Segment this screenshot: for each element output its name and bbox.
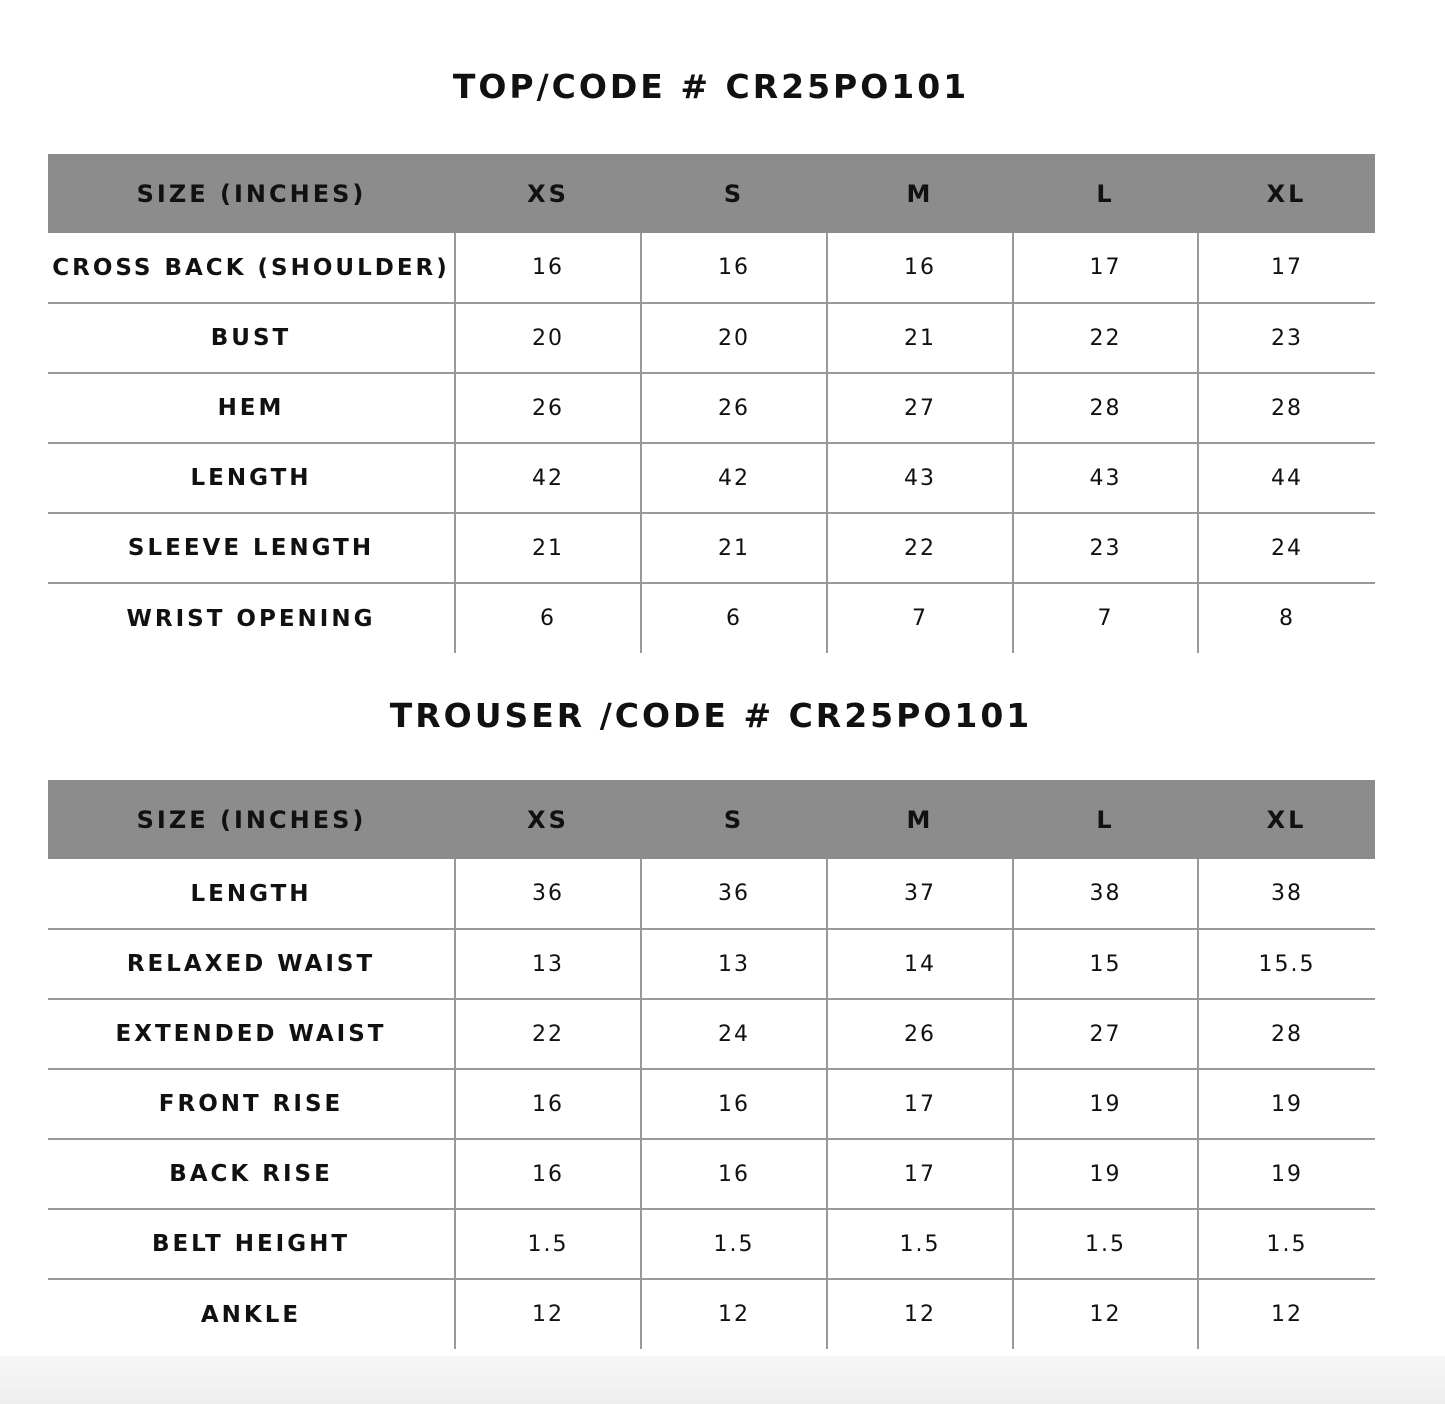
- size-xs-header: XS: [527, 805, 569, 834]
- measurement-value-s: 20: [641, 303, 827, 373]
- measurement-label: ANKLE: [200, 1301, 302, 1328]
- measurement-value-l: 12: [1013, 1279, 1198, 1349]
- measurement-value-s: 6: [641, 583, 827, 653]
- measurement-value-xl: 15.5: [1198, 929, 1375, 999]
- measurement-value-m: 43: [827, 443, 1013, 513]
- table-row: [48, 929, 1375, 999]
- measurement-label: LENGTH: [48, 859, 455, 929]
- size-xs-header: XS: [527, 179, 569, 208]
- trouser-size-table: [48, 780, 1375, 1349]
- size-s-header: S: [723, 805, 745, 834]
- measurement-value-xl: 38: [1198, 859, 1375, 929]
- size-l-header: L: [1096, 179, 1115, 208]
- measurement-value-xl: 28: [1198, 999, 1375, 1069]
- measurement-value-xs: 22: [455, 999, 641, 1069]
- size-inches-header: SIZE (INCHES): [136, 179, 367, 208]
- table-row: [48, 859, 1375, 929]
- measurement-label: SLEEVE LENGTH: [48, 513, 455, 583]
- measurement-value-xl: 28: [1198, 373, 1375, 443]
- measurement-value-xl: 17: [1198, 233, 1375, 303]
- measurement-value-xs: 20: [455, 303, 641, 373]
- measurement-value-l: 27: [1013, 999, 1198, 1069]
- measurement-value-m: 27: [827, 373, 1013, 443]
- table-row: [48, 513, 1375, 583]
- table-row: [48, 233, 1375, 303]
- table-row: [48, 1209, 1375, 1279]
- measurement-value-s: 26: [641, 373, 827, 443]
- measurement-value-m: 17: [827, 1139, 1013, 1209]
- measurement-label: BUST: [48, 303, 455, 373]
- size-l-header: L: [1096, 805, 1115, 834]
- measurement-label: BELT HEIGHT: [48, 1209, 455, 1279]
- measurement-value-xs: 42: [455, 443, 641, 513]
- top-size-chart-title: TOP/CODE # CR25PO101: [452, 67, 970, 106]
- measurement-value-xs: 16: [455, 233, 641, 303]
- measurement-value-xl: 19: [1198, 1069, 1375, 1139]
- measurement-value-m: 17: [827, 1069, 1013, 1139]
- measurement-label: HEM: [48, 373, 455, 443]
- measurement-value-m: 7: [827, 583, 1013, 653]
- measurement-value-m: 1.5: [827, 1209, 1013, 1279]
- measurement-value-xl: 44: [1198, 443, 1375, 513]
- measurement-value-xl: 8: [1198, 583, 1375, 653]
- size-xl-header: XL: [1266, 179, 1307, 208]
- size-m-header: M: [906, 179, 934, 208]
- measurement-value-l: 28: [1013, 373, 1198, 443]
- measurement-value-xs: 21: [455, 513, 641, 583]
- measurement-value-l: 17: [1013, 233, 1198, 303]
- measurement-value-s: 36: [641, 859, 827, 929]
- measurement-value-xl: 24: [1198, 513, 1375, 583]
- table-row: [48, 1069, 1375, 1139]
- table-row: [48, 1139, 1375, 1209]
- page-bottom-edge: [0, 1356, 1445, 1404]
- measurement-value-l: 1.5: [1013, 1209, 1198, 1279]
- measurement-value-s: 16: [641, 233, 827, 303]
- measurement-value-m: 12: [827, 1279, 1013, 1349]
- measurement-value-s: 21: [641, 513, 827, 583]
- measurement-value-l: 7: [1013, 583, 1198, 653]
- top-size-table: [48, 154, 1375, 653]
- measurement-label: CROSS BACK (SHOULDER): [48, 233, 455, 303]
- table-row: [48, 303, 1375, 373]
- table-header-row: [48, 154, 1375, 233]
- measurement-value-l: 22: [1013, 303, 1198, 373]
- measurement-value-xs: 13: [455, 929, 641, 999]
- table-row: [48, 373, 1375, 443]
- measurement-value-l: 23: [1013, 513, 1198, 583]
- size-s-header: S: [723, 179, 745, 208]
- size-m-header: M: [906, 805, 934, 834]
- table-row: [48, 583, 1375, 653]
- measurement-value-m: 21: [827, 303, 1013, 373]
- measurement-value-s: 16: [641, 1069, 827, 1139]
- measurement-value-m: 22: [827, 513, 1013, 583]
- table-row: [48, 999, 1375, 1069]
- measurement-label: RELAXED WAIST: [48, 929, 455, 999]
- measurement-value-xs: 16: [455, 1139, 641, 1209]
- measurement-value-xs: 36: [455, 859, 641, 929]
- table-row: [48, 443, 1375, 513]
- measurement-value-m: 26: [827, 999, 1013, 1069]
- measurement-value-m: 16: [827, 233, 1013, 303]
- measurement-value-xl: 12: [1198, 1279, 1375, 1349]
- measurement-value-l: 19: [1013, 1069, 1198, 1139]
- measurement-value-m: 37: [827, 859, 1013, 929]
- measurement-value-l: 19: [1013, 1139, 1198, 1209]
- trouser-size-chart-title: TROUSER /CODE # CR25PO101: [389, 696, 1033, 735]
- measurement-label: BACK RISE: [48, 1139, 455, 1209]
- table-header-row: [48, 780, 1375, 859]
- size-inches-header: SIZE (INCHES): [136, 805, 367, 834]
- table-row: [48, 1279, 1375, 1349]
- size-xl-header: XL: [1266, 805, 1307, 834]
- measurement-value-s: 13: [641, 929, 827, 999]
- measurement-value-xs: 26: [455, 373, 641, 443]
- measurement-value-s: 24: [641, 999, 827, 1069]
- measurement-value-m: 14: [827, 929, 1013, 999]
- measurement-label: WRIST OPENING: [126, 605, 376, 632]
- measurement-label: LENGTH: [48, 443, 455, 513]
- measurement-value-l: 15: [1013, 929, 1198, 999]
- measurement-value-s: 16: [641, 1139, 827, 1209]
- measurement-value-s: 12: [641, 1279, 827, 1349]
- measurement-value-l: 43: [1013, 443, 1198, 513]
- measurement-value-xs: 6: [455, 583, 641, 653]
- measurement-value-s: 1.5: [641, 1209, 827, 1279]
- measurement-value-xs: 1.5: [455, 1209, 641, 1279]
- measurement-value-s: 42: [641, 443, 827, 513]
- measurement-value-xl: 19: [1198, 1139, 1375, 1209]
- measurement-value-xl: 23: [1198, 303, 1375, 373]
- measurement-value-l: 38: [1013, 859, 1198, 929]
- measurement-label: EXTENDED WAIST: [48, 999, 455, 1069]
- measurement-value-xs: 12: [455, 1279, 641, 1349]
- measurement-label: FRONT RISE: [48, 1069, 455, 1139]
- measurement-value-xl: 1.5: [1198, 1209, 1375, 1279]
- measurement-value-xs: 16: [455, 1069, 641, 1139]
